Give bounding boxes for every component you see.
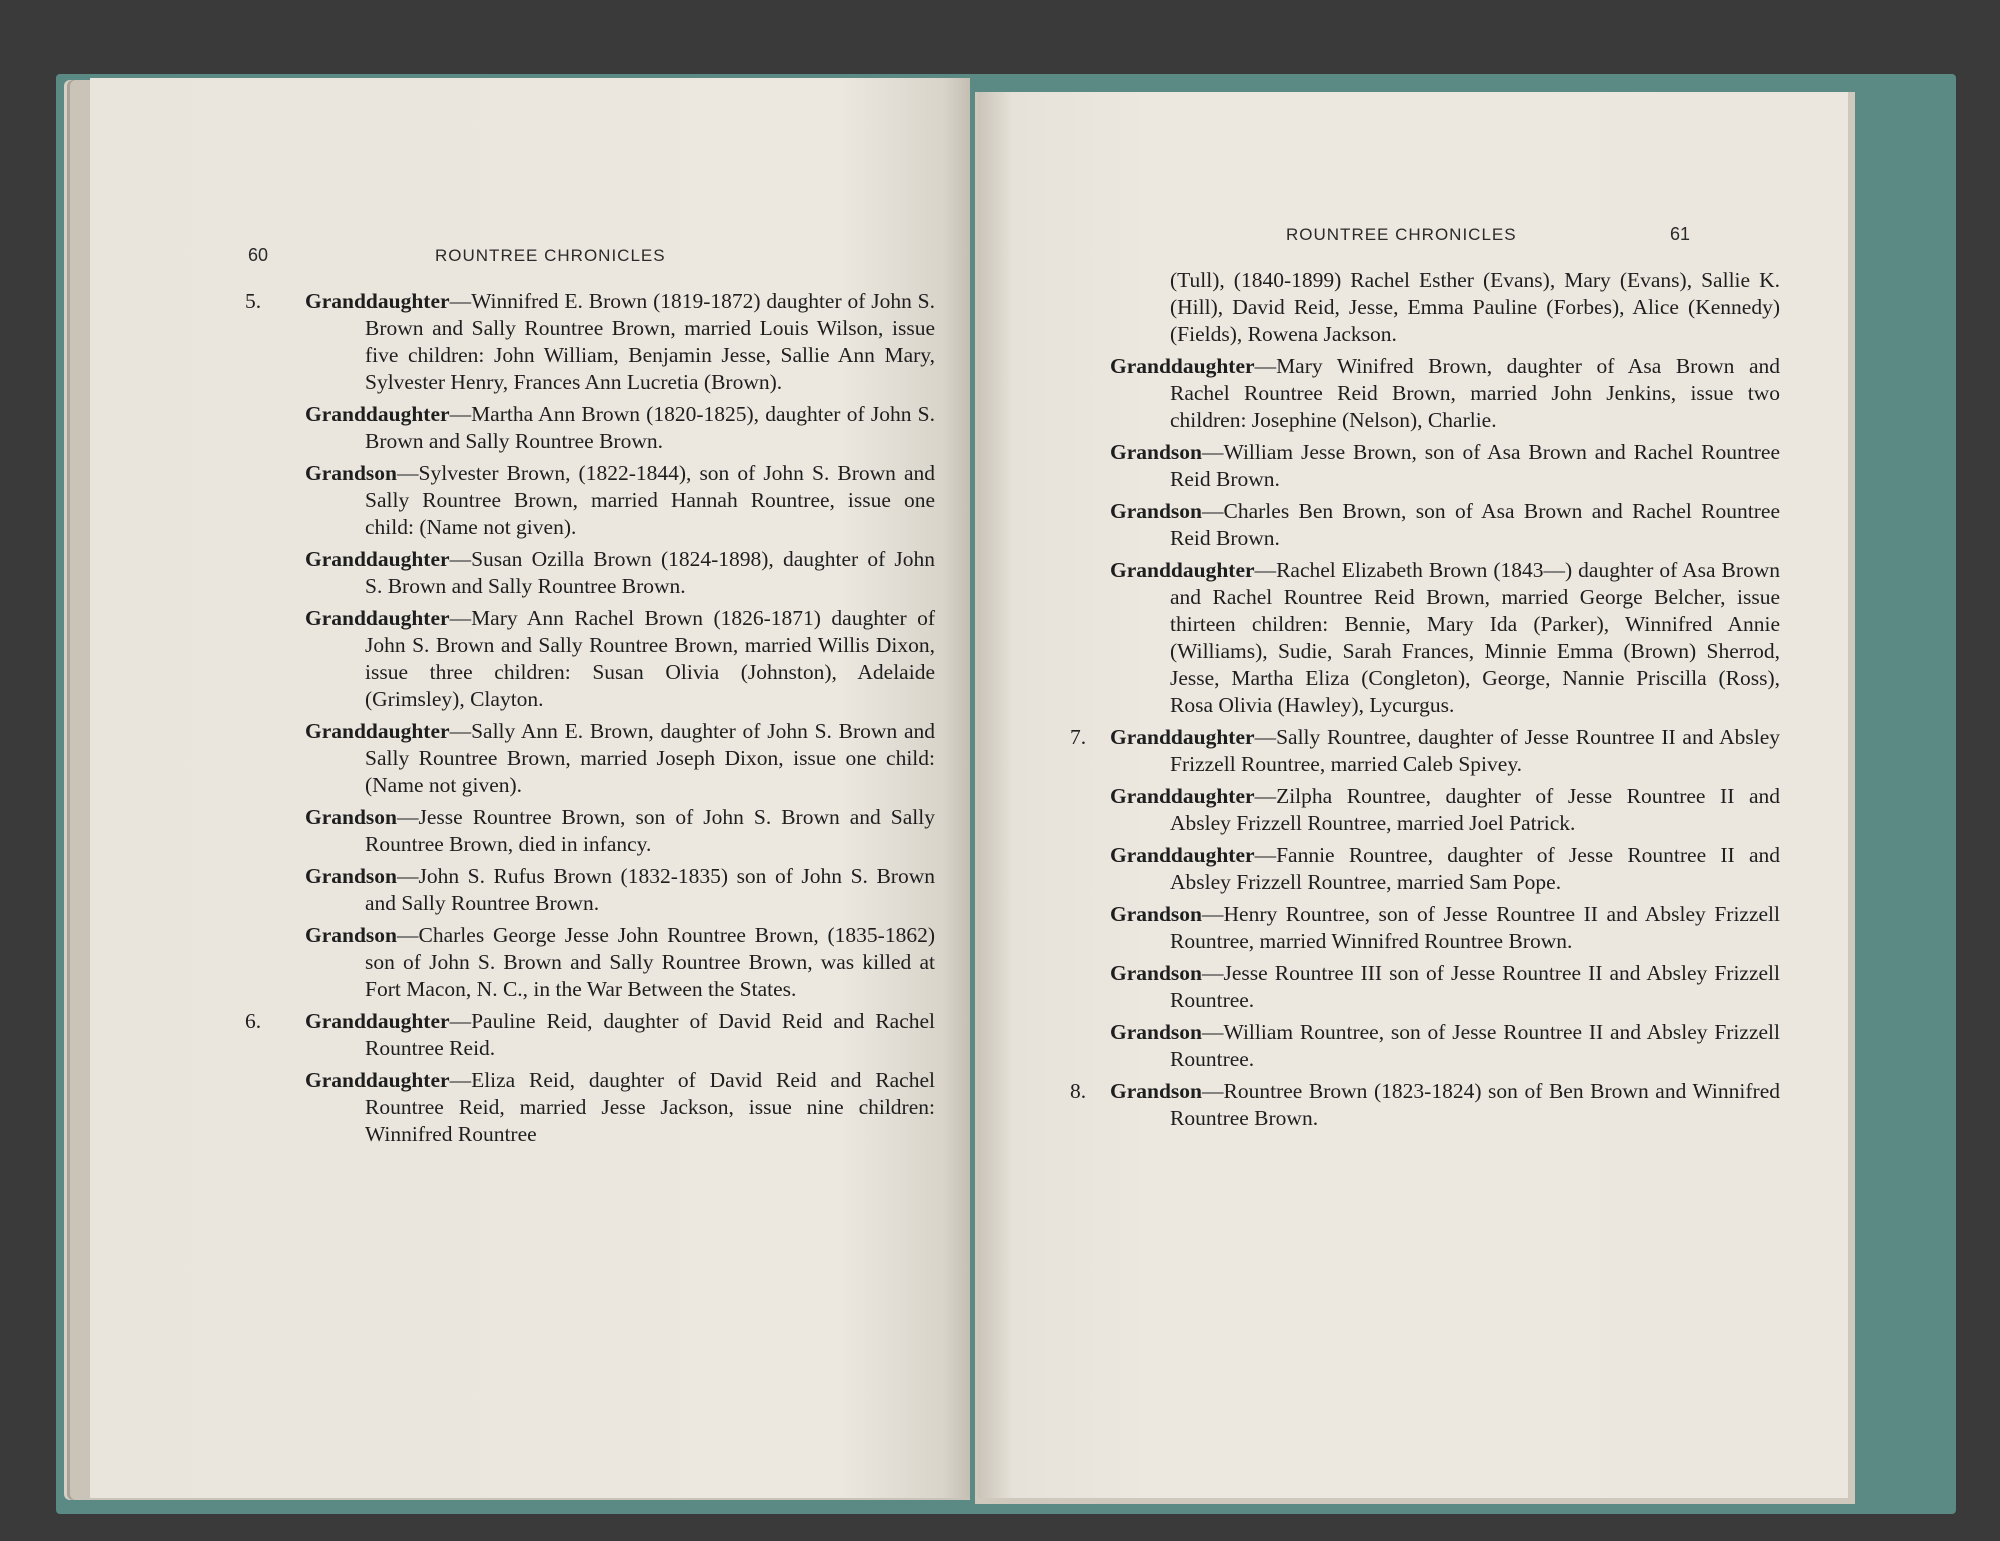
list-item: Grandson—Jesse Rountree Brown, son of John S. Brown and Sally Rountree Brown, died in infancy.	[305, 805, 935, 856]
list-item: Grandson—Charles George Jesse John Rountree Brown, (1835-1862) son of John S. Brown and Sally Rountree Brown, was killed at Fort Macon, N. C., in the War Between the States.	[305, 923, 935, 1001]
list-item: Granddaughter—Martha Ann Brown (1820-1825), daughter of John S. Brown and Sally Rountree Brown.	[305, 402, 935, 453]
list-item: 8. Grandson—Rountree Brown (1823-1824) son of Ben Brown and Winnifred Rountree Brown.	[1070, 1079, 1780, 1130]
page-number: 60	[248, 245, 269, 265]
list-item: Grandson—John S. Rufus Brown (1832-1835) son of John S. Brown and Sally Rountree Brown.	[305, 864, 935, 915]
right-page	[978, 92, 1848, 1498]
list-item: Grandson—Henry Rountree, son of Jesse Rountree II and Absley Frizzell Rountree, married Winnifred Rountree Brown.	[1110, 902, 1780, 953]
list-item: Grandson—Jesse Rountree III son of Jesse Rountree II and Absley Frizzell Rountree.	[1110, 961, 1780, 1012]
list-item: 6. Granddaughter—Pauline Reid, daughter of David Reid and Rachel Rountree Reid.	[245, 1009, 935, 1060]
entry-list	[1070, 267, 1780, 1137]
list-item: Granddaughter—Rachel Elizabeth Brown (1843—) daughter of Asa Brown and Rachel Rountree Reid Brown, married George Belcher, issue thirteen children: Bennie, Mary Ida (Parker), Winnifred Annie (Williams), Sudie, Sarah Frances, Minnie Emma (Brown) Sherrod, Jesse, Martha Eliza (Congleton), George, Nannie Priscilla (Ross), Rosa Olivia (Hawley), Lycurgus.	[1110, 558, 1780, 717]
list-item: Grandson—Sylvester Brown, (1822-1844), son of John S. Brown and Sally Rountree Brown, married Hannah Rountree, issue one child: (Name not given).	[305, 461, 935, 539]
running-head: ROUNTREE CHRONICLES	[1286, 225, 1517, 244]
entry-list	[245, 288, 935, 1153]
list-item: 7. Granddaughter—Sally Rountree, daughter of Jesse Rountree II and Absley Frizzell Rountree, married Caleb Spivey.	[1070, 725, 1780, 776]
list-item: Granddaughter—Sally Ann E. Brown, daughter of John S. Brown and Sally Rountree Brown, married Joseph Dixon, issue one child: (Name not given).	[305, 719, 935, 797]
continuation-paragraph: (Tull), (1840-1899) Rachel Esther (Evans), Mary (Evans), Sallie K. (Hill), David Reid, Jesse, Emma Pauline (Forbes), Alice (Kennedy) (Fields), Rowena Jackson.	[1170, 268, 1780, 346]
list-item: Granddaughter—Susan Ozilla Brown (1824-1898), daughter of John S. Brown and Sally Rountree Brown.	[305, 547, 935, 598]
list-item: Grandson—Charles Ben Brown, son of Asa Brown and Rachel Rountree Reid Brown.	[1110, 499, 1780, 550]
list-item: Granddaughter—Mary Winifred Brown, daughter of Asa Brown and Rachel Rountree Reid Brown, married John Jenkins, issue two children: Josephine (Nelson), Charlie.	[1110, 354, 1780, 432]
list-item: Granddaughter—Fannie Rountree, daughter of Jesse Rountree II and Absley Frizzell Rountree, married Sam Pope.	[1110, 843, 1780, 894]
list-item: Granddaughter—Mary Ann Rachel Brown (1826-1871) daughter of John S. Brown and Sally Rountree Brown, married Willis Dixon, issue three children: Susan Olivia (Johnston), Adelaide (Grimsley), Clayton.	[305, 606, 935, 711]
page-number: 61	[1670, 224, 1691, 244]
list-item: 5. Granddaughter—Winnifred E. Brown (1819-1872) daughter of John S. Brown and Sally Rountree Brown, married Louis Wilson, issue five children: John William, Benjamin Jesse, Sallie Ann Mary, Sylvester Henry, Frances Ann Lucretia (Brown).	[245, 289, 935, 394]
running-head: ROUNTREE CHRONICLES	[435, 246, 666, 265]
list-item: Grandson—William Jesse Brown, son of Asa Brown and Rachel Rountree Reid Brown.	[1110, 440, 1780, 491]
list-item: Granddaughter—Zilpha Rountree, daughter of Jesse Rountree II and Absley Frizzell Rountree, married Joel Patrick.	[1110, 784, 1780, 835]
list-item: Granddaughter—Eliza Reid, daughter of David Reid and Rachel Rountree Reid, married Jesse Jackson, issue nine children: Winnifred Rountree	[305, 1068, 935, 1146]
list-item: Grandson—William Rountree, son of Jesse Rountree II and Absley Frizzell Rountree.	[1110, 1020, 1780, 1071]
left-page	[90, 78, 970, 1498]
